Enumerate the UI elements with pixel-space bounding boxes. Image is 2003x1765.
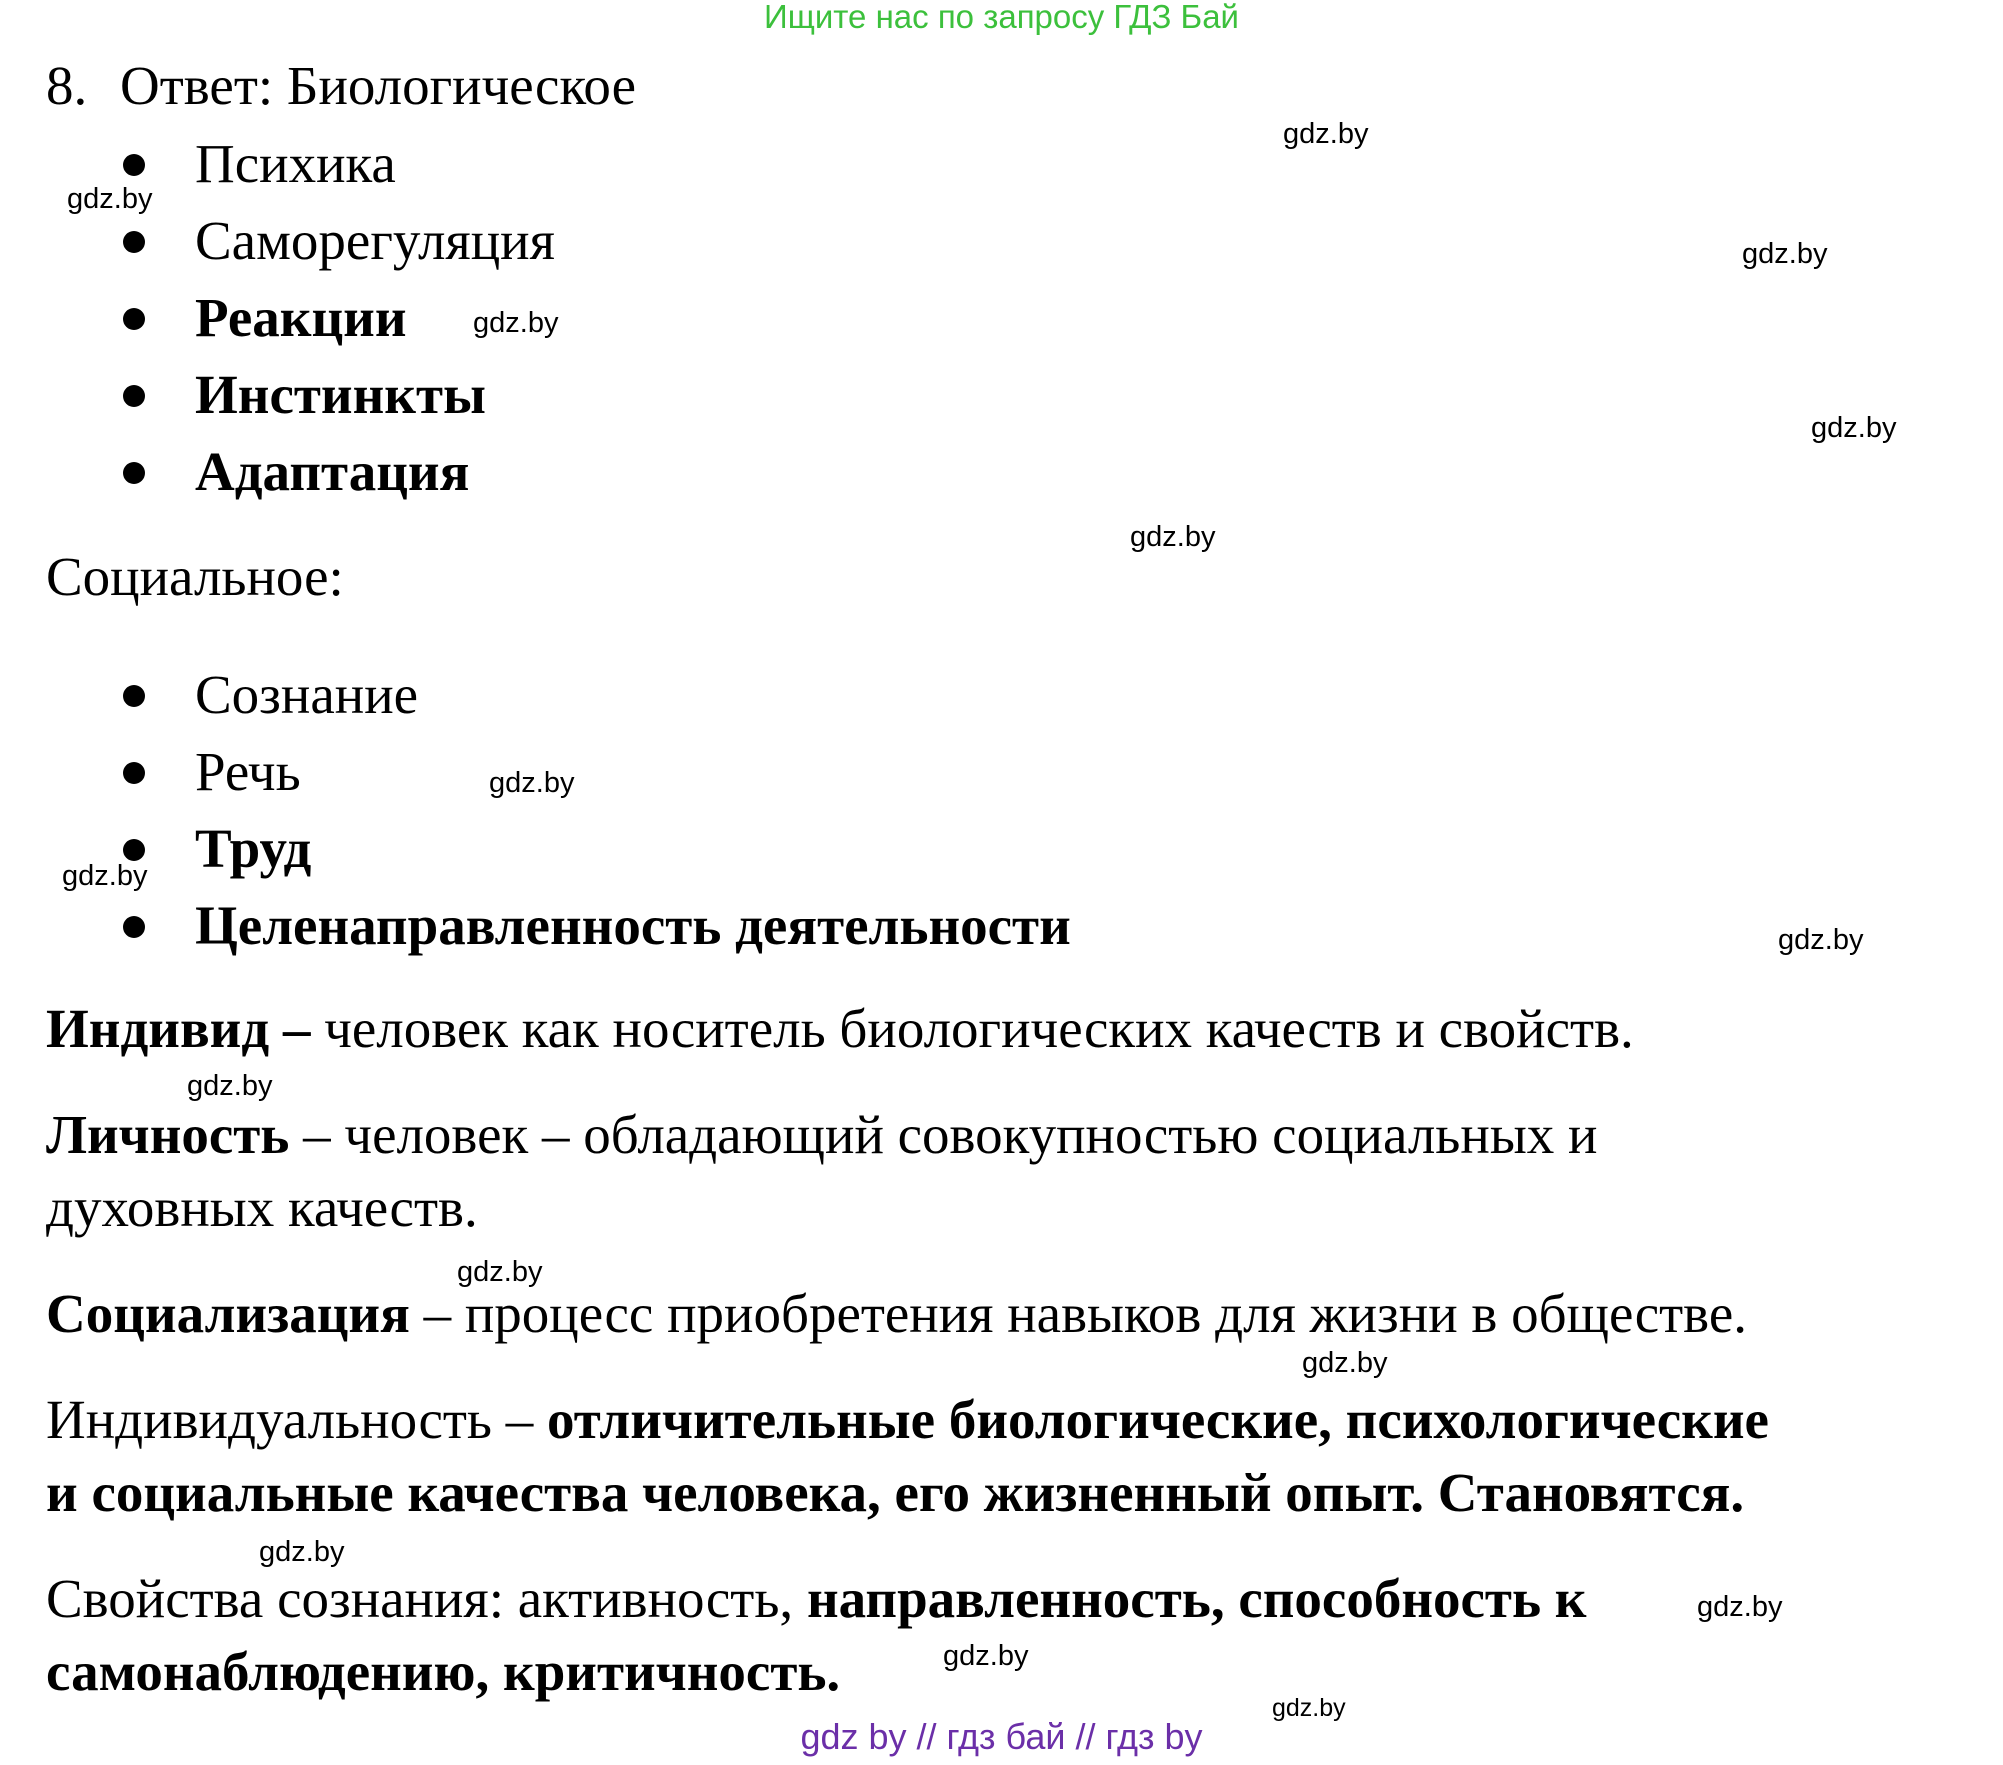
bottom-banner[interactable]: gdz by // гдз бай // гдз by (800, 1716, 1203, 1757)
watermark: gdz.by (943, 1640, 1029, 1672)
bullet-icon (123, 231, 145, 253)
watermark: gdz.by (1130, 521, 1216, 553)
definition-socializacia (46, 1283, 1747, 1344)
list-item-reaktsii: Реакции (195, 287, 407, 348)
answer-number: 8. (46, 55, 88, 116)
social-heading: Социальное: (46, 546, 344, 607)
list-item-samoregulyatsiya: Саморегуляция (195, 210, 555, 271)
bullet-icon (123, 154, 145, 176)
bullet-icon (123, 916, 145, 938)
definition-svoistva (46, 1568, 1587, 1629)
term-individ: Индивид – (46, 998, 311, 1059)
list-item-soznanie: Сознание (195, 664, 419, 725)
definition-lichnost-cont: духовных качеств. (46, 1177, 478, 1238)
text-individ: человек как носитель биологических качеств и свойств. (310, 998, 1634, 1059)
watermark: gdz.by (259, 1536, 345, 1568)
top-banner[interactable]: Ищите нас по запросу ГДЗ Бай (764, 0, 1239, 35)
term-individualnost: Индивидуальность – (46, 1389, 534, 1450)
text-individualnost: отличительные биологические, психологические (533, 1389, 1769, 1450)
watermark: gdz.by (489, 767, 575, 799)
definition-individualnost-cont: и социальные качества человека, его жизненный опыт. Становятся. (46, 1462, 1745, 1523)
definition-individualnost (46, 1389, 1769, 1450)
watermark: gdz.by (67, 183, 153, 215)
watermark: gdz.by (187, 1070, 273, 1102)
list-item-tselenapravlennost: Целенаправленность деятельности (195, 895, 1071, 956)
bullet-icon (123, 308, 145, 330)
watermark: gdz.by (62, 860, 148, 892)
list-item-psychika: Психика (195, 133, 396, 194)
text-socializacia: – процесс приобретения навыков для жизни в обществе. (409, 1283, 1747, 1344)
svoistva-bold: направленность, способность к (793, 1568, 1587, 1629)
bullet-icon (123, 685, 145, 707)
watermark: gdz.by (1697, 1591, 1783, 1623)
list-item-trud: Труд (195, 818, 312, 879)
watermark: gdz.by (457, 1256, 543, 1288)
definition-lichnost (46, 1104, 1598, 1165)
definition-individ (46, 998, 1634, 1059)
watermark: gdz.by (1811, 412, 1897, 444)
bullet-icon (123, 385, 145, 407)
text-lichnost: – человек – обладающий совокупностью социальных и (289, 1104, 1598, 1165)
definition-svoistva-cont: самонаблюдению, критичность. (46, 1641, 841, 1702)
bullet-icon (123, 762, 145, 784)
list-item-rech: Речь (195, 741, 301, 802)
term-socializacia: Социализация (46, 1283, 410, 1344)
answer-heading: Ответ: Биологическое (120, 55, 636, 116)
watermark: gdz.by (1742, 238, 1828, 270)
bullet-icon (123, 839, 145, 861)
watermark: gdz.by (1272, 1694, 1346, 1722)
term-lichnost: Личность (46, 1104, 290, 1165)
watermark: gdz.by (1778, 924, 1864, 956)
list-item-adaptatsiya: Адаптация (195, 441, 470, 502)
watermark: gdz.by (1283, 118, 1369, 150)
list-item-instinkty: Инстинкты (195, 364, 486, 425)
watermark: gdz.by (473, 307, 559, 339)
watermark: gdz.by (1302, 1347, 1388, 1379)
svoistva-prefix: Свойства сознания: активность, (46, 1568, 794, 1629)
bullet-icon (123, 462, 145, 484)
